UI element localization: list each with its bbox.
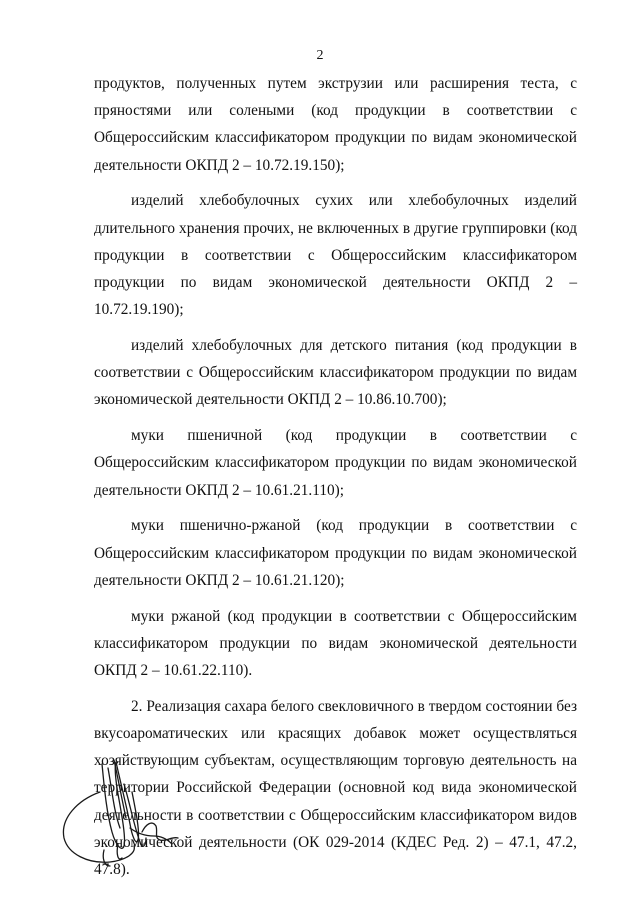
paragraph-child-bakery-products: изделий хлебобулочных для детского питания (код продукции в соответствии с Общероссийским классификатором продукции по видам экономической деятельности ОКПД 2 – 10.86.10.700); bbox=[94, 337, 577, 409]
paragraph-extrusion-products: продуктов, полученных путем экструзии или расширения теста, с пряностями или солеными (код продукции в соответствии с Общероссийским классификатором продукции по видам экономической деятельности ОКПД 2 – 10.72.19.150); bbox=[94, 75, 577, 174]
paragraph-wheat-rye-flour: муки пшенично-ржаной (код продукции в соответствии с Общероссийским классификатором продукции по видам экономической деятельности ОКПД 2 – 10.61.21.120); bbox=[94, 517, 577, 589]
paragraph-wheat-flour: муки пшеничной (код продукции в соответствии с Общероссийским классификатором продукции по видам экономической деятельности ОКПД 2 – 10.61.21.110); bbox=[94, 427, 577, 499]
handwritten-signature bbox=[56, 754, 192, 878]
paragraph-sugar-sales: 2. Реализация сахара белого свекловичного в твердом состоянии без вкусоароматических или красящих добавок может осуществляться хозяйствующим субъектам, осуществляющим торговую деятельность на территории Российской Федерации (основной код вида экономической деятельности в соответствии с Общероссийским классификатором видов экономической деятельности (ОК 029-2014 (КДЕС Ред. 2) – 47.1, 47.2, 47.8). bbox=[94, 697, 577, 879]
page-number: 2 bbox=[316, 48, 324, 63]
paragraph-rye-flour: муки ржаной (код продукции в соответствии с Общероссийским классификатором продукции по видам экономической деятельности ОКПД 2 – 10.61.22.110). bbox=[94, 607, 577, 680]
paragraph-dry-bakery-products: изделий хлебобулочных сухих или хлебобулочных изделий длительного хранения прочих, не включенных в другие группировки (код продукции в соответствии с Общероссийским классификатором продукции по видам экономической деятельности ОКПД 2 – 10.72.19.190); bbox=[94, 192, 577, 319]
